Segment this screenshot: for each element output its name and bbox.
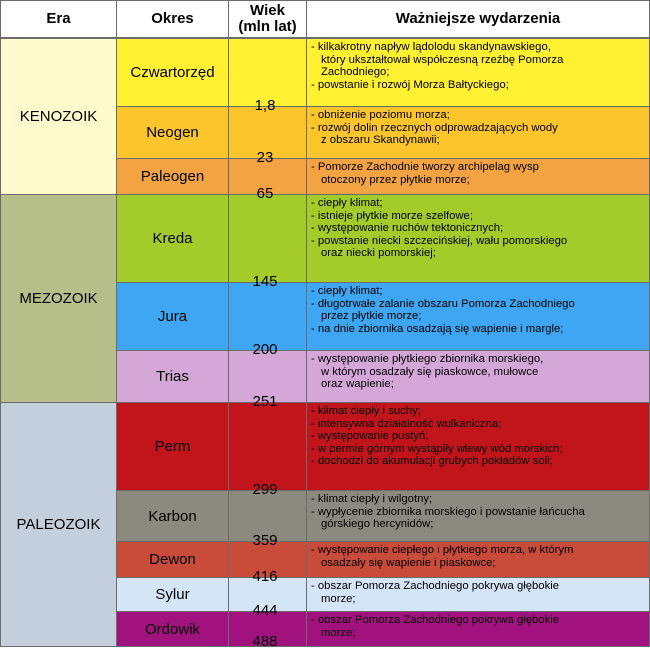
event-line: - na dnie zbiornika osadzają się wapienie i margle; — [311, 322, 564, 335]
period-label: Dewon — [149, 551, 196, 568]
event-line: - występowanie pustyń; — [311, 430, 429, 443]
event-line: morze; — [321, 626, 356, 639]
header-era: Era — [0, 0, 117, 38]
event-line: - występowanie ruchów tektonicznych; — [311, 222, 504, 235]
event-line: przez płytkie morze; — [321, 310, 422, 323]
period-label: Paleogen — [140, 168, 205, 185]
age-label: 444 — [252, 602, 278, 619]
period-cell-dewon — [116, 541, 229, 578]
header-wiek-line1: Wiek — [250, 2, 285, 19]
events-cell-sylur — [306, 577, 650, 612]
events-cell-perm — [306, 402, 650, 491]
header-wiek — [228, 0, 307, 38]
event-line: - powstanie niecki szczecińskiej, wału pomorskiego — [311, 234, 568, 247]
event-line: - ciepły klimat; — [311, 285, 383, 297]
event-line: - w permie górnym wystąpiły wlewy wód morskich; — [311, 442, 563, 455]
events-cell-trias — [306, 350, 650, 403]
event-line: - obszar Pomorza Zachodniego pokrywa głębokie — [311, 580, 560, 592]
event-line: z obszaru Skandynawii; — [321, 134, 440, 147]
event-line: otoczony przez płytkie morze; — [321, 173, 470, 186]
period-cell-sylur — [116, 577, 229, 612]
period-cell-ordowik — [116, 611, 229, 647]
era-label: PALEOZOIK — [16, 516, 101, 533]
age-label: 416 — [252, 568, 278, 585]
period-label: Jura — [157, 308, 188, 325]
period-label: Neogen — [146, 124, 199, 141]
age-label: 65 — [256, 185, 274, 202]
event-line: górskiego hercynidów; — [321, 518, 434, 531]
era-cell-kenozoik — [0, 38, 117, 195]
event-line: - Pomorze Zachodnie tworzy archipelag wysp — [311, 161, 539, 173]
age-label: 359 — [252, 532, 278, 549]
event-line: - występowanie ciepłego i płytkiego morza, w którym — [311, 544, 574, 556]
era-label: KENOZOIK — [19, 108, 98, 125]
events-cell-karbon — [306, 490, 650, 542]
event-line: - istnieje płytkie morze szelfowe; — [311, 209, 473, 222]
age-cell — [228, 402, 307, 491]
events-cell-neogen — [306, 106, 650, 159]
event-line: - klimat ciepły i suchy; — [311, 405, 421, 417]
event-line: - klimat ciepły i wilgotny; — [311, 493, 433, 505]
period-label: Sylur — [155, 586, 190, 603]
event-line: osadzały się wapienie i piaskowce; — [321, 556, 496, 569]
event-line: - obszar Pomorza Zachodniego pokrywa głębokie — [311, 614, 560, 626]
events-cell-paleogen — [306, 158, 650, 195]
header-okres: Okres — [116, 0, 229, 38]
era-cell-mezozoik — [0, 194, 117, 403]
age-label: 145 — [252, 273, 278, 290]
event-line: - powstanie i rozwój Morza Bałtyckiego; — [311, 78, 509, 91]
event-line: - rozwój dolin rzecznych odprowadzających wody — [311, 121, 558, 134]
events-cell-kreda — [306, 194, 650, 283]
events-cell-jura — [306, 282, 650, 351]
event-line: - dochodzi do akumulacji grubych pokładów soli; — [311, 455, 553, 468]
event-line: oraz wapienie; — [321, 378, 394, 391]
period-cell-czwartorzed — [116, 38, 229, 107]
period-label: Perm — [154, 438, 191, 455]
event-line: morze; — [321, 592, 356, 605]
age-cell — [228, 194, 307, 283]
era-cell-paleozoik — [0, 402, 117, 647]
age-label: 200 — [252, 341, 278, 358]
age-label: 251 — [252, 393, 278, 410]
age-label: 1,8 — [254, 97, 276, 114]
period-cell-neogen — [116, 106, 229, 159]
period-label: Kreda — [152, 230, 193, 247]
event-line: Zachodniego; — [321, 66, 390, 79]
event-line: - wypłycenie zbiornika morskiego i powstanie łańcucha — [311, 505, 585, 518]
events-cell-dewon — [306, 541, 650, 578]
header-events: Ważniejsze wydarzenia — [306, 0, 650, 38]
era-label: MEZOZOIK — [19, 290, 98, 307]
event-line: - kilkakrotny napływ lądolodu skandynawskiego, — [311, 41, 551, 53]
event-line: w którym osadzały się piaskowce, mułowce — [321, 365, 539, 378]
events-cell-czwartorzed — [306, 38, 650, 107]
period-label: Ordowik — [144, 620, 200, 638]
age-label: 299 — [252, 481, 278, 498]
period-cell-trias — [116, 350, 229, 403]
event-line: - występowanie płytkiego zbiornika morskiego, — [311, 353, 544, 365]
period-label: Trias — [156, 368, 189, 385]
age-label: 23 — [256, 149, 274, 166]
period-cell-perm — [116, 402, 229, 491]
event-line: - ciepły klimat; — [311, 197, 383, 209]
event-line: - intensywna działalność wulkaniczna; — [311, 417, 502, 430]
event-line: - długotrwałe zalanie obszaru Pomorza Zachodniego — [311, 297, 575, 310]
period-cell-jura — [116, 282, 229, 351]
event-line: który ukształtował współczesną rzeźbę Pomorza — [321, 53, 564, 66]
event-line: - obniżenie poziomu morza; — [311, 109, 450, 121]
age-label: 488 — [252, 633, 278, 650]
period-label: Czwartorzęd — [130, 64, 215, 81]
period-label: Karbon — [148, 507, 197, 525]
events-cell-ordowik — [306, 611, 650, 647]
period-cell-kreda — [116, 194, 229, 283]
period-cell-paleogen — [116, 158, 229, 195]
header-wiek-line2: (mln lat) — [238, 18, 297, 35]
event-line: oraz niecki pomorskiej; — [321, 247, 436, 260]
period-cell-karbon — [116, 490, 229, 542]
